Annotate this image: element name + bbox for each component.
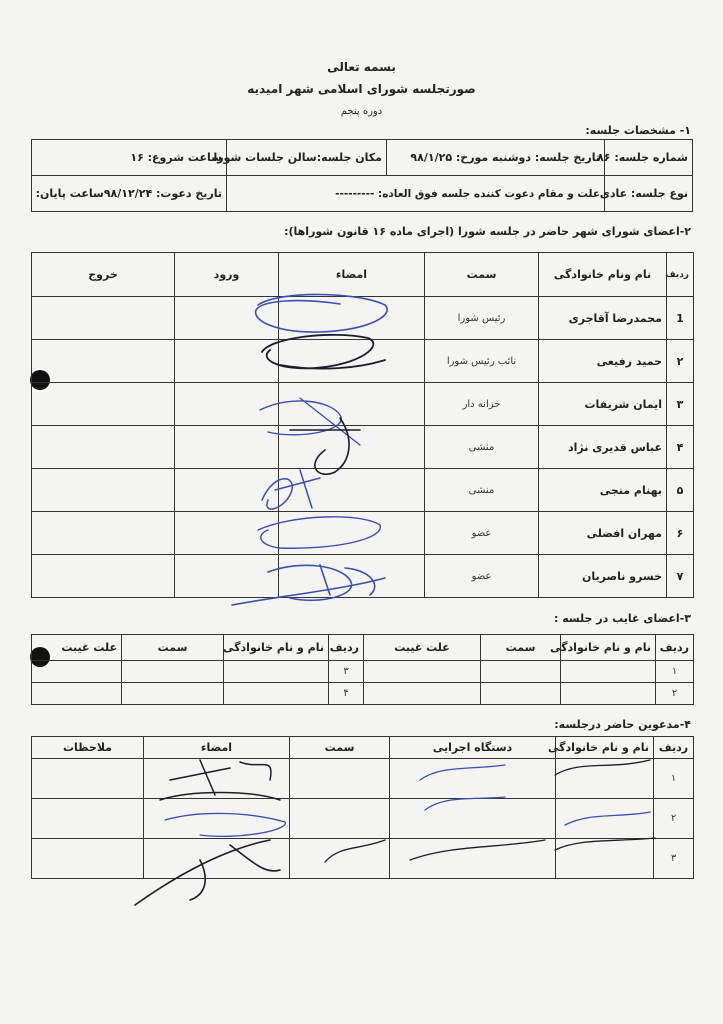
member-row-number: ۶ bbox=[667, 512, 694, 555]
guest-col-row: ردیف bbox=[654, 737, 694, 759]
guest-row-number: ۱ bbox=[654, 759, 694, 799]
member-exit-cell bbox=[32, 426, 175, 469]
guest-organization bbox=[390, 799, 556, 839]
member-row bbox=[32, 383, 694, 426]
member-name: ایمان شریفات bbox=[539, 383, 667, 426]
col-entry: ورود bbox=[175, 253, 279, 297]
guest-notes-cell bbox=[32, 799, 144, 839]
special-meeting-reason: علت و مقام دعوت کننده جلسه فوق العاده: --------- bbox=[227, 176, 605, 212]
absent-row-number: ۳ bbox=[329, 661, 364, 683]
meeting-date: تاریخ جلسه: دوشنبه مورخ: ۹۸/۱/۲۵ bbox=[387, 140, 605, 176]
meeting-type: نوع جلسه: عادی bbox=[605, 176, 693, 212]
absent-col-position-left: سمت bbox=[122, 635, 224, 661]
guest-position bbox=[290, 799, 390, 839]
member-exit-cell bbox=[32, 297, 175, 340]
member-entry-cell bbox=[175, 297, 279, 340]
member-exit-cell bbox=[32, 512, 175, 555]
guest-name bbox=[556, 839, 654, 879]
member-signature-cell bbox=[279, 297, 425, 340]
member-entry-cell bbox=[175, 383, 279, 426]
absent-col-name-right: نام و نام خانوادگی bbox=[561, 635, 656, 661]
member-position: عضو bbox=[425, 555, 539, 598]
member-entry-cell bbox=[175, 426, 279, 469]
meeting-info-table bbox=[31, 139, 693, 212]
member-row-number: 1 bbox=[667, 297, 694, 340]
absent-row-number: ۱ bbox=[656, 661, 694, 683]
member-position: منشی bbox=[425, 426, 539, 469]
absent-col-row-left: ردیف bbox=[329, 635, 364, 661]
member-position: منشی bbox=[425, 469, 539, 512]
section3-title: ۳-اعضای غایب در جلسه : bbox=[553, 612, 691, 625]
guest-row bbox=[32, 799, 694, 839]
end-time-label: ساعت پایان: bbox=[35, 187, 104, 200]
col-signature: امضاء bbox=[279, 253, 425, 297]
meeting-location: مکان جلسه:سالن جلسات شورا bbox=[227, 140, 387, 176]
member-exit-cell bbox=[32, 383, 175, 426]
guest-position bbox=[290, 839, 390, 879]
member-row bbox=[32, 340, 694, 383]
member-signature-cell bbox=[279, 555, 425, 598]
member-row-number: ۲ bbox=[667, 340, 694, 383]
guest-col-notes: ملاحظات bbox=[32, 737, 144, 759]
col-position: سمت bbox=[425, 253, 539, 297]
absent-col-name-left: نام و نام خانوادگی bbox=[224, 635, 329, 661]
present-members-table bbox=[31, 252, 694, 598]
absent-members-table bbox=[31, 634, 694, 705]
member-signature-cell bbox=[279, 512, 425, 555]
member-entry-cell bbox=[175, 340, 279, 383]
header-bismillah: بسمه تعالی bbox=[327, 60, 396, 74]
guest-signature-cell bbox=[144, 799, 290, 839]
invite-date: تاریخ دعوت: ۹۸/۱۲/۲۴ bbox=[103, 187, 222, 200]
guest-col-signature: امضاء bbox=[144, 737, 290, 759]
col-row-number: ردیف bbox=[667, 253, 694, 297]
member-exit-cell bbox=[32, 469, 175, 512]
guest-row-number: ۲ bbox=[654, 799, 694, 839]
guest-name bbox=[556, 799, 654, 839]
member-position: خزانه دار bbox=[425, 383, 539, 426]
col-full-name: نام ونام خانوادگی bbox=[539, 253, 667, 297]
col-exit: خروج bbox=[32, 253, 175, 297]
member-position: رئیس شورا bbox=[425, 297, 539, 340]
member-row bbox=[32, 512, 694, 555]
end-time bbox=[32, 176, 227, 212]
guest-signature-cell bbox=[144, 759, 290, 799]
guest-col-name: نام و نام خانوادگی bbox=[556, 737, 654, 759]
guest-position bbox=[290, 759, 390, 799]
guest-signature-cell bbox=[144, 839, 290, 879]
member-position: عضو bbox=[425, 512, 539, 555]
header-title: صورتجلسه شورای اسلامی شهر امیدیه bbox=[247, 82, 476, 96]
member-row-number: ۳ bbox=[667, 383, 694, 426]
absent-col-position-right: سمت bbox=[481, 635, 561, 661]
member-exit-cell bbox=[32, 555, 175, 598]
guest-row bbox=[32, 839, 694, 879]
member-row-number: ۷ bbox=[667, 555, 694, 598]
header-term: دوره پنجم bbox=[340, 106, 383, 117]
section4-title: ۴-مدعوین حاضر درجلسه: bbox=[554, 718, 691, 731]
member-row bbox=[32, 297, 694, 340]
member-exit-cell bbox=[32, 340, 175, 383]
member-entry-cell bbox=[175, 469, 279, 512]
guest-col-organization: دستگاه اجرایی bbox=[390, 737, 556, 759]
guest-notes-cell bbox=[32, 759, 144, 799]
member-row bbox=[32, 469, 694, 512]
absent-row-number: ۴ bbox=[329, 683, 364, 705]
invited-guests-table bbox=[31, 736, 694, 879]
member-name: مهران افضلی bbox=[539, 512, 667, 555]
member-signature-cell bbox=[279, 340, 425, 383]
guest-notes-cell bbox=[32, 839, 144, 879]
guest-organization bbox=[390, 759, 556, 799]
guest-row-number: ۳ bbox=[654, 839, 694, 879]
member-name: خسرو ناصریان bbox=[539, 555, 667, 598]
member-entry-cell bbox=[175, 555, 279, 598]
guest-organization bbox=[390, 839, 556, 879]
absent-col-reason-right: علت غیبت bbox=[364, 635, 481, 661]
start-time: ساعت شروع: ۱۶ bbox=[32, 140, 227, 176]
member-name: بهنام منجی bbox=[539, 469, 667, 512]
member-signature-cell bbox=[279, 469, 425, 512]
section1-title: ۱- مشخصات جلسه: bbox=[585, 124, 691, 137]
guest-col-position: سمت bbox=[290, 737, 390, 759]
member-row-number: ۵ bbox=[667, 469, 694, 512]
absent-col-reason-left: علت غیبت bbox=[32, 635, 122, 661]
absent-col-row-right: ردیف bbox=[656, 635, 694, 661]
member-row bbox=[32, 555, 694, 598]
member-row bbox=[32, 426, 694, 469]
guest-name bbox=[556, 759, 654, 799]
member-name: محمدرضا آقاجری bbox=[539, 297, 667, 340]
member-signature-cell bbox=[279, 426, 425, 469]
guest-row bbox=[32, 759, 694, 799]
meeting-number: شماره جلسه: ۸۶ bbox=[605, 140, 693, 176]
member-entry-cell bbox=[175, 512, 279, 555]
member-position: نائب رئیس شورا bbox=[425, 340, 539, 383]
member-name: حمید رفیعی bbox=[539, 340, 667, 383]
member-row-number: ۴ bbox=[667, 426, 694, 469]
section2-title: ۲-اعضای شورای شهر حاضر در جلسه شورا (اجرای ماده ۱۶ قانون شوراها): bbox=[284, 225, 691, 238]
member-signature-cell bbox=[279, 383, 425, 426]
member-name: عباس قدیری نژاد bbox=[539, 426, 667, 469]
absent-row-number: ۲ bbox=[656, 683, 694, 705]
